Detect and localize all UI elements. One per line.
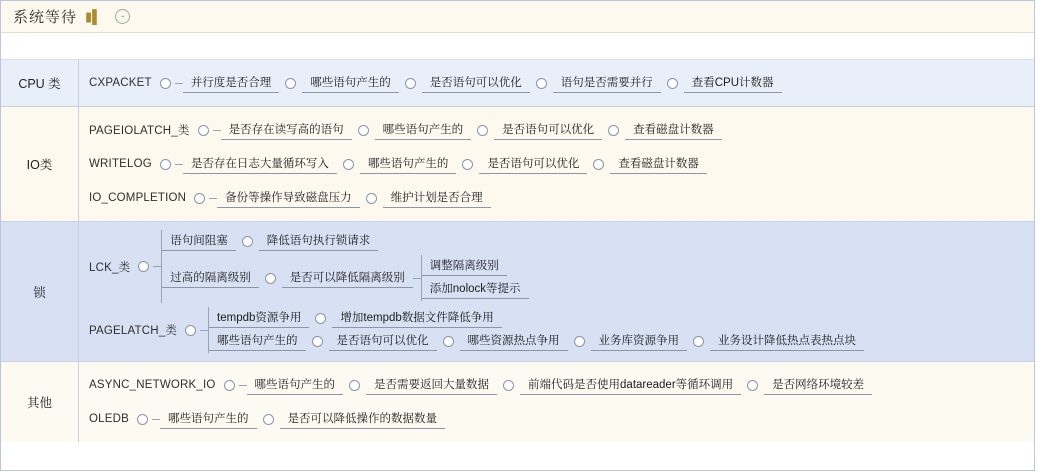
node-toggle-icon[interactable] [358, 125, 369, 136]
node-toggle-icon[interactable] [138, 261, 149, 272]
node-toggle-icon[interactable] [574, 336, 585, 347]
node-toggle-icon[interactable] [312, 336, 323, 347]
node-toggle-icon[interactable] [593, 159, 604, 170]
leaf-node[interactable]: 并行度是否合理 [183, 74, 280, 93]
row-node-label[interactable]: OLEDB [89, 413, 129, 425]
sub-branch-group [421, 255, 529, 301]
node-toggle-icon[interactable] [285, 78, 296, 89]
diagram-group [1, 107, 1034, 222]
leaf-node[interactable]: 备份等操作导致磁盘压力 [217, 189, 360, 208]
leaf-node[interactable]: 哪些语句产生的 [247, 376, 344, 395]
branch-group [183, 72, 782, 95]
node-toggle-icon[interactable] [198, 125, 209, 136]
node-toggle-icon[interactable] [462, 159, 473, 170]
leaf-node[interactable]: 前端代码是否使用datareader等循环调用 [520, 376, 741, 395]
title-bar [1, 1, 1034, 33]
leaf-node[interactable]: tempdb资源争用 [209, 309, 309, 328]
row-node-label[interactable]: WRITELOG [89, 158, 152, 170]
branch-group [183, 153, 707, 176]
leaf-node[interactable]: 哪些资源热点争用 [460, 332, 568, 351]
leaf-node[interactable]: 哪些语句产生的 [360, 155, 457, 174]
branch-line [162, 230, 528, 253]
leaf-node[interactable]: 增加tempdb数据文件降低争用 [332, 309, 501, 328]
node-toggle-icon[interactable] [405, 78, 416, 89]
leaf-node[interactable]: 哪些语句产生的 [375, 121, 472, 140]
node-toggle-icon[interactable] [194, 193, 205, 204]
group-category-label: CPU 类 [1, 60, 79, 106]
leaf-node[interactable]: 查看磁盘计数器 [610, 155, 707, 174]
node-toggle-icon[interactable] [160, 159, 171, 170]
diagram-row [79, 113, 1034, 147]
group-category-label: IO类 [1, 107, 79, 221]
leaf-node[interactable]: 哪些语句产生的 [302, 74, 399, 93]
branch-line [209, 307, 864, 330]
header-strip [1, 33, 1034, 60]
branch-line [209, 330, 864, 353]
node-toggle-icon[interactable] [747, 380, 758, 391]
node-toggle-icon[interactable] [343, 159, 354, 170]
node-toggle-icon[interactable] [224, 380, 235, 391]
leaf-node[interactable]: 是否语句可以优化 [329, 332, 437, 351]
chart-icon: ▮▌ [85, 8, 102, 24]
group-rows [79, 107, 1034, 221]
diagram-row [79, 305, 1034, 355]
row-node-label[interactable]: PAGEIOLATCH_类 [89, 125, 190, 137]
leaf-node[interactable]: 添加nolock等提示 [422, 280, 529, 299]
row-node-label[interactable]: LCK_类 [89, 261, 131, 274]
leaf-node[interactable]: 是否可以降低操作的数据数量 [280, 410, 446, 429]
branch-line [221, 119, 722, 142]
node-toggle-icon[interactable] [349, 380, 360, 391]
node-toggle-icon[interactable] [608, 125, 619, 136]
leaf-node[interactable]: 维护计划是否合理 [383, 189, 491, 208]
node-toggle-icon[interactable] [160, 78, 171, 89]
leaf-node[interactable]: 是否需要返回大量数据 [366, 376, 497, 395]
row-node-label[interactable]: PAGELATCH_类 [89, 325, 178, 337]
node-toggle-icon[interactable] [265, 273, 276, 284]
branch-line [183, 72, 782, 95]
leaf-node[interactable]: 是否语句可以优化 [422, 74, 530, 93]
leaf-node[interactable]: 是否可以降低隔离级别 [282, 269, 413, 288]
branch-line [217, 187, 491, 210]
connector-line [175, 83, 183, 84]
branch-line [422, 255, 529, 278]
diagram-group [1, 60, 1034, 107]
connector-line [413, 278, 421, 279]
page-title: 系统等待 [13, 9, 78, 26]
row-node-label[interactable]: CXPACKET [89, 77, 152, 89]
diagram-group [1, 222, 1034, 362]
group-rows [79, 60, 1034, 106]
connector-line [213, 130, 221, 131]
row-node-label[interactable]: IO_COMPLETION [89, 192, 187, 204]
diagram-group [1, 362, 1034, 442]
leaf-node[interactable]: 调整隔离级别 [422, 257, 507, 276]
connector-line [209, 198, 217, 199]
node-toggle-icon[interactable] [667, 78, 678, 89]
node-toggle-icon[interactable] [137, 414, 148, 425]
leaf-node[interactable]: 哪些语句产生的 [160, 410, 257, 429]
branch-group [208, 307, 864, 353]
node-toggle-icon[interactable] [536, 78, 547, 89]
leaf-node[interactable]: 过高的隔离级别 [162, 269, 259, 288]
leaf-node[interactable]: 业务设计降低热点表热点块 [710, 332, 864, 351]
connector-line [153, 266, 161, 267]
connector-line [239, 385, 247, 386]
node-toggle-icon[interactable] [693, 336, 704, 347]
connector-line [175, 164, 183, 165]
branch-line [160, 408, 445, 431]
diagram-row [79, 147, 1034, 181]
branch-line [422, 278, 529, 301]
leaf-node[interactable]: 查看CPU计数器 [684, 74, 782, 93]
connector-line [152, 419, 160, 420]
group-category-label: 锁 [1, 222, 79, 361]
branch-group [161, 230, 528, 303]
node-toggle-icon[interactable] [263, 414, 274, 425]
branch-line [162, 253, 528, 303]
diagram-row [79, 181, 1034, 215]
node-toggle-icon[interactable] [503, 380, 514, 391]
leaf-node[interactable]: 是否网络环境较差 [764, 376, 872, 395]
leaf-node[interactable]: 是否存在读写高的语句 [221, 121, 352, 140]
branch-line [183, 153, 707, 176]
diagram-row [79, 66, 1034, 100]
branch-group [160, 408, 445, 431]
branch-group [217, 187, 491, 210]
leaf-node[interactable]: 业务库资源争用 [591, 332, 688, 351]
branch-line [247, 374, 873, 397]
branch-group [221, 119, 722, 142]
group-rows [79, 362, 1034, 442]
node-toggle-icon[interactable] [443, 336, 454, 347]
node-toggle-icon[interactable] [366, 193, 377, 204]
leaf-node[interactable]: 是否语句可以优化 [494, 121, 602, 140]
node-toggle-icon[interactable] [477, 125, 488, 136]
leaf-node[interactable]: 是否存在日志大量循环写入 [183, 155, 337, 174]
node-toggle-icon[interactable] [185, 325, 196, 336]
row-node-label[interactable]: ASYNC_NETWORK_IO [89, 379, 216, 391]
leaf-node[interactable]: 语句间阻塞 [162, 232, 236, 251]
group-rows [79, 222, 1034, 361]
leaf-node[interactable]: 是否语句可以优化 [479, 155, 587, 174]
group-category-label: 其他 [1, 362, 79, 442]
leaf-node[interactable]: 降低语句执行锁请求 [259, 232, 379, 251]
leaf-node[interactable]: 查看磁盘计数器 [625, 121, 722, 140]
diagram-row [79, 402, 1034, 436]
diagram-row [79, 368, 1034, 402]
branch-group [247, 374, 873, 397]
node-toggle-icon[interactable] [315, 313, 326, 324]
leaf-node[interactable]: 哪些语句产生的 [209, 332, 306, 351]
diagram-row [79, 228, 1034, 305]
leaf-node[interactable]: 语句是否需要并行 [553, 74, 661, 93]
node-toggle-icon[interactable] [242, 236, 253, 247]
connector-line [200, 330, 208, 331]
diagram-body [1, 60, 1034, 442]
collapse-button[interactable]: - [115, 9, 130, 24]
